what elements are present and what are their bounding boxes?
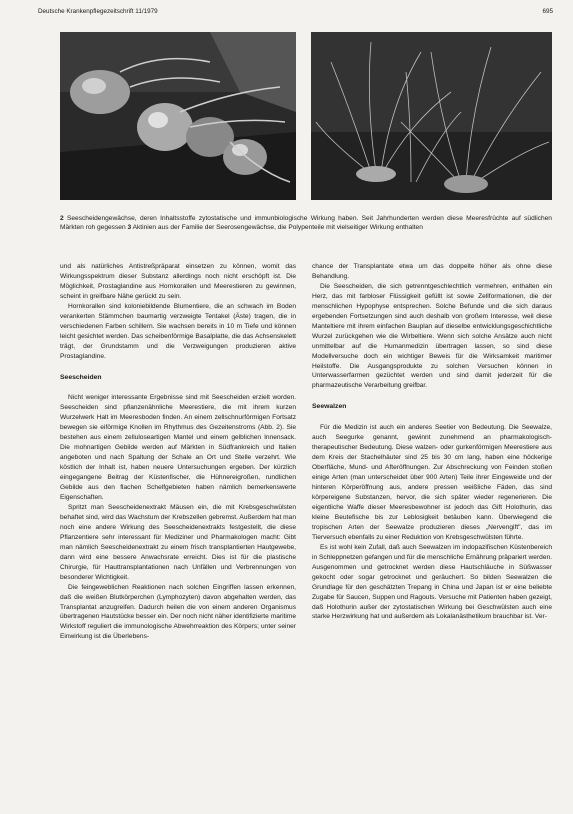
section-heading-seescheiden: Seescheiden (60, 373, 102, 381)
sea-squirt-photo (60, 32, 296, 200)
paragraph: Die feingeweblichen Reaktionen nach solchen Eingriffen lassen erkennen, daß die weißen Blutkörperchen (Lymphozyten) davon abgehalten werden, das Transplantat anzugreifen. Dadurch heilen die von einem anderen Organismus übertragenen Hautstücke besser ein. Der noch nicht näher identifizierte maritime Wirkstoff reguliert die immunologische Abwehrreaktion des Körpers; unter seiner Einwirkung ist die Überlebens- (60, 583, 296, 641)
text-column-right (312, 262, 552, 622)
paragraph: Spritzt man Seescheidenextrakt Mäusen ein, die mit Krebsgeschwülsten behaftet sind, wird das Wachstum der Krebszellen gebremst. Außerdem hat man noch eine andere Wirkung des Seescheidenextrakts festgestellt, die diese Pflanzentiere sehr interessant für Mediziner und Pharmakologen macht: Gibt man nämlich Seescheidenextrakt zu einem frisch transplantierten Hautgewebe, dann wird eine bessere Anwachsrate erreicht. Dies ist für die plastische Chirurgie, für Hauttransplantationen nach Unfällen und Verbrennungen von besonderer Wichtigkeit. (60, 503, 296, 581)
publication-title: Deutsche Krankenpflegezeitschrift 11/1979 (38, 8, 158, 15)
paragraph: Es ist wohl kein Zufall, daß auch Seewalzen im indopazifischen Küstenbereich in Schleppnetzen gefangen und für die menschliche Ernährung präpariert werden. Ausgenommen und getrocknet werden diese Hautschläuche in Süßwasser gekocht oder sogar getrocknet und geräuchert. So bilden Seewalzen die Grundlage für den geschätzten Trepang in China und Japan ist er eine beliebte Zugabe für Saucen, Suppen und Ragouts. Versuche mit Patienten haben gezeigt, daß Holothurin außer der zytostatischen Wirkung bei Geschwülsten auch eine starke Herzwirkung hat und außerdem als Lokalanästhetikum brauchbar ist. Ver- (312, 543, 552, 621)
text-column-left (60, 262, 296, 642)
paragraph: chance der Transplantate etwa um das doppelte höher als ohne diese Behandlung. (312, 263, 552, 280)
figure-caption (60, 215, 552, 232)
paragraph: Nicht weniger interessante Ergebnisse sind mit Seescheiden erzielt worden. Seescheiden sind pflanzenähnliche Meerestiere, die mit ihrem kurzen Wurzelwerk Halt im Meeresboden finden. An einem zellschnurförmigen Fortsatz bewegen sie eiförmige Knollen im Rhythmus des Gezeitenstroms (Abb. 2). Sie bestehen aus einem zelluloseartigen Mantel und einem gelblichen Innensack. Die mohnartigen Gebilde werden auf Märkten in Südfrankreich und Italien angeboten und nach Spaltung der Schale an Ort und Stelle verzehrt. Wie köstlich der Inhalt ist, haben neuere Untersuchungen ergeben. Der kürzlich eingegangene Beitrag der Küstenfischer, die Hühnereigroßen, rundlichen Gebilde aus den flachen Schelfgebieten haben nämlich bemerkenswerte Eigenschaften. (60, 394, 296, 502)
paragraph: Hornkorallen sind koloniebildende Blumentiere, die an schwach im Boden verankerten Stämmchen baumartig verzweigte Tentakel (Äste) tragen, die in verschiedenen Farben schillern. Sie wachsen bereits in 10 m Tiefe und können leicht gesichtet werden. Das scheibenförmige Basalplatte, die das Achsenskelett trägt, der Grundstamm und die Verzweigungen produzieren aktive Prostaglandine. (60, 302, 296, 360)
page-number: 695 (542, 8, 553, 15)
caption-number-2: 2 (60, 215, 64, 222)
sea-anemone-photo (311, 32, 552, 200)
section-heading-seewalzen: Seewalzen (312, 403, 347, 411)
paragraph: und als natürliches Antistreßpräparat einsetzen zu können, womit das Wirkungsspektrum dieser Substanz allerdings noch nicht erschöpft ist. Die Möglichkeit, Prostaglandine aus Hornkorallen und Meerestieren zu gewinnen, scheint in greifbare Nähe gerückt zu sein. (60, 263, 296, 300)
caption-text-3: Aktinien aus der Familie der Seerosengewächse, die Polypenteile mit vielseitiger Wirkung enthalten (132, 223, 423, 231)
caption-text-2: Seescheidengewächse, deren Inhaltsstoffe zytostatische und immunbiologische Wirkung haben. Seit Jahrhunderten werden diese Meeresfrüchte auf südlichen Märkten roh gegessen (60, 215, 552, 231)
paragraph: Die Seescheiden, die sich getrenntgeschlechtlich vermehren, enthalten ein Herz, das mit farbloser Flüssigkeit gefüllt ist sowie Zellformationen, die der menschlichen Hypophyse entsprechen. Solche Befunde und die sich daraus ergebenden Fortsetzungen sind auch deshalb von großem Interesse, weil diese Manteltiere mit ihrem einfachen Bauplan auf dieselbe entwicklungsgeschichtliche Wurzel zurückgehen wie die Wirbeltiere. Wenn sich solche Ansätze auch nicht unmittelbar auf die Humanmedizin übertragen lassen, so sind diese Modellversuche doch ein wichtiger Beweis für die Wirksamkeit maritimer Heilstoffe. Die Ausgangsprodukte zu solchen Versuchen können in Unterwasserfarmen gezüchtet werden und sind damit jederzeit für die pharmazeutische Verarbeitung greifbar. (312, 282, 552, 390)
caption-number-3: 3 (127, 223, 132, 231)
paragraph: Für die Medizin ist auch ein anderes Seetier von Bedeutung. Die Seewalze, auch Seegurke genannt, gewinnt zunehmend an pharmakologisch-therapeutischer Bedeutung. Diese walzen- oder gurkenförmigen Meerestiere aus dem Kreis der Stachelhäuter sind 25 bis 30 cm lang, haben eine höckerige Oberfläche, Mund- und Afteröffnungen. Zur Abschreckung von Feinden stoßen einige Arten (man unterscheidet über 900 Arten) Teile ihrer Eingeweide und der hinteren Körperöffnung aus, andere pressen weißliche Fäden, das sind körpereigene Substanzen, hervor, die sich später wieder regenerieren. Die eigentliche Waffe dieser Meeresbewohner ist jedoch das Gift Holothurin, das kleine Beutefische bis zur Leblosigkeit betäuben kann. Überwiegend die tropischen Arten der Seewalze produzieren dieses „Nervengift", das im Tierversuch ebenfalls zu einer Reduktion von Krebsgeschwülsten führte. (312, 424, 552, 541)
